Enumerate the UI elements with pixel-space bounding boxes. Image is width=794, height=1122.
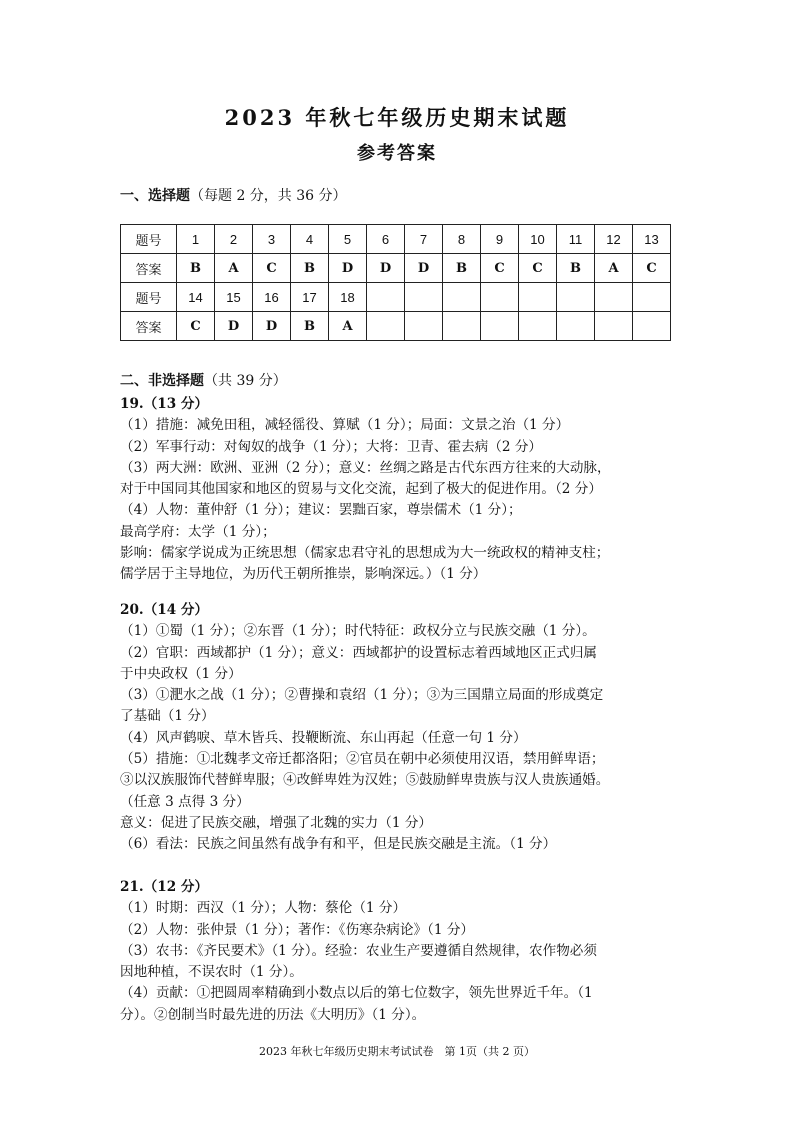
question-19-line: 对于中国同其他国家和地区的贸易与文化交流，起到了极大的促进作用。（2 分） [120, 481, 602, 498]
question-number-cell: 2 [215, 225, 253, 254]
answer-cell: C [481, 254, 519, 283]
question-number-cell: 10 [519, 225, 557, 254]
answer-cell: C [253, 254, 291, 283]
question-21-line: （2）人物：张仲景（1 分）；著作：《伤寒杂病论》（1 分） [120, 921, 475, 938]
answer-row-1 [121, 254, 671, 283]
row-label-answer: 答案 [121, 254, 177, 283]
page-subtitle: 参考答案 [357, 143, 437, 164]
row-label-answer: 答案 [121, 312, 177, 341]
answer-cell [519, 312, 557, 341]
question-20-answers [120, 600, 680, 856]
question-number-cell: 15 [215, 283, 253, 312]
question-number-cell [633, 283, 671, 312]
section-2-heading [120, 372, 287, 390]
question-21-line: （1）时期：西汉（1 分）；人物：蔡伦（1 分） [120, 900, 407, 917]
question-19-line: 儒学居于主导地位，为历代王朝所推崇，影响深远。）（1 分） [120, 566, 487, 583]
answer-cell: B [557, 254, 595, 283]
answer-cell: C [633, 254, 671, 283]
question-number-cell: 13 [633, 225, 671, 254]
question-20-line: ③以汉族服饰代替鲜卑服；④改鲜卑姓为汉姓；⑤鼓励鲜卑贵族与汉人贵族通婚。 [120, 772, 610, 789]
question-number-row-2 [121, 283, 671, 312]
question-number-cell: 12 [595, 225, 633, 254]
answer-cell: A [215, 254, 253, 283]
question-number-cell: 9 [481, 225, 519, 254]
section-1-note: （每题 2 分，共 36 分） [190, 188, 347, 204]
question-19-line: （1）措施：减免田租，减轻徭役、算赋（1 分）；局面：文景之治（1 分） [120, 417, 570, 434]
question-number-cell: 17 [291, 283, 329, 312]
row-label-question: 题号 [121, 283, 177, 312]
answer-cell [595, 312, 633, 341]
question-19-heading: 19.（13 分） [120, 396, 209, 412]
question-20-line: 了基础（1 分） [120, 708, 215, 725]
section-2-title: 二、非选择题 [120, 373, 204, 389]
question-number-cell: 5 [329, 225, 367, 254]
question-20-line: （任意 3 点得 3 分） [120, 793, 250, 810]
question-number-cell: 14 [177, 283, 215, 312]
question-20-line: 意义：促进了民族交融，增强了北魏的实力（1 分） [120, 814, 433, 831]
question-19-answers [120, 394, 680, 586]
question-number-cell [481, 283, 519, 312]
section-1-heading [120, 187, 347, 205]
question-number-cell [405, 283, 443, 312]
answer-cell: D [253, 312, 291, 341]
answer-cell: C [177, 312, 215, 341]
answer-cell: B [177, 254, 215, 283]
question-19-line: 影响：儒家学说成为正统思想（儒家忠君守礼的思想成为大一统政权的精神支柱； [120, 545, 610, 562]
question-21-line: 分）。②创制当时最先进的历法《大明历》（1 分）。 [120, 1006, 426, 1023]
question-21-line: （4）贡献：①把圆周率精确到小数点以后的第七位数字，领先世界近千年。（1 [120, 985, 593, 1002]
answer-cell [481, 312, 519, 341]
answer-cell [557, 312, 595, 341]
answer-cell: D [367, 254, 405, 283]
question-number-cell: 16 [253, 283, 291, 312]
multiple-choice-answer-table [120, 224, 671, 341]
question-21-line: （3）农书：《齐民要术》（1 分）。经验：农业生产要遵循自然规律，农作物必须 [120, 942, 597, 959]
answer-cell: A [595, 254, 633, 283]
question-number-cell: 1 [177, 225, 215, 254]
answer-cell: A [329, 312, 367, 341]
question-number-cell: 4 [291, 225, 329, 254]
section-2-note: （共 39 分） [204, 373, 287, 389]
question-19-line: （3）两大洲：欧洲、亚洲（2 分）；意义：丝绸之路是古代东西方往来的大动脉， [120, 459, 611, 476]
question-20-line: （3）①淝水之战（1 分）；②曹操和袁绍（1 分）；③为三国鼎立局面的形成奠定 [120, 687, 604, 704]
question-20-heading: 20.（14 分） [120, 602, 209, 618]
page-title: 2023 年秋七年级历史期末试题 [224, 105, 570, 130]
question-number-cell: 3 [253, 225, 291, 254]
question-19-line: （4）人物：董仲舒（1 分）；建议：罢黜百家，尊崇儒术（1 分）； [120, 502, 522, 519]
question-20-line: （5）措施：①北魏孝文帝迁都洛阳；②官员在朝中必须使用汉语，禁用鲜卑语； [120, 751, 605, 768]
question-20-line: 于中央政权（1 分） [120, 665, 242, 682]
question-20-line: （6）看法：民族之间虽然有战争有和平，但是民族交融是主流。（1 分） [120, 836, 557, 853]
answer-cell: D [215, 312, 253, 341]
question-21-heading: 21.（12 分） [120, 879, 209, 895]
answer-cell [405, 312, 443, 341]
question-19-line: 最高学府：太学（1 分）； [120, 523, 276, 540]
question-20-line: （1）①蜀（1 分）；②东晋（1 分）；时代特征：政权分立与民族交融（1 分）。 [120, 623, 596, 640]
question-number-cell [519, 283, 557, 312]
question-number-cell: 18 [329, 283, 367, 312]
row-label-question: 题号 [121, 225, 177, 254]
answer-cell [443, 312, 481, 341]
question-20-line: （2）官职：西域都护（1 分）；意义：西域都护的设置标志着西域地区正式归属 [120, 644, 598, 661]
question-21-answers [120, 877, 680, 1026]
question-number-cell: 11 [557, 225, 595, 254]
question-21-line: 因地种植，不误农时（1 分）。 [120, 964, 303, 981]
section-1-title: 一、选择题 [120, 188, 190, 204]
question-number-cell [557, 283, 595, 312]
answer-cell: B [291, 312, 329, 341]
question-number-cell: 7 [405, 225, 443, 254]
answer-row-2 [121, 312, 671, 341]
answer-cell: D [329, 254, 367, 283]
answer-cell [367, 312, 405, 341]
answer-cell: C [519, 254, 557, 283]
answer-cell: D [405, 254, 443, 283]
question-number-cell: 8 [443, 225, 481, 254]
question-number-cell [595, 283, 633, 312]
question-number-cell [443, 283, 481, 312]
answer-cell: B [443, 254, 481, 283]
question-20-line: （4）风声鹤唳、草木皆兵、投鞭断流、东山再起（任意一句 1 分） [120, 729, 527, 746]
question-number-cell: 6 [367, 225, 405, 254]
question-number-row-1 [121, 225, 671, 254]
answer-cell: B [291, 254, 329, 283]
answer-cell [633, 312, 671, 341]
question-19-line: （2）军事行动：对匈奴的战争（1 分）；大将：卫青、霍去病（2 分） [120, 438, 543, 455]
question-number-cell [367, 283, 405, 312]
page-footer: 2023 年秋七年级历史期末考试试卷 第 1页（共 2 页） [259, 1045, 535, 1058]
